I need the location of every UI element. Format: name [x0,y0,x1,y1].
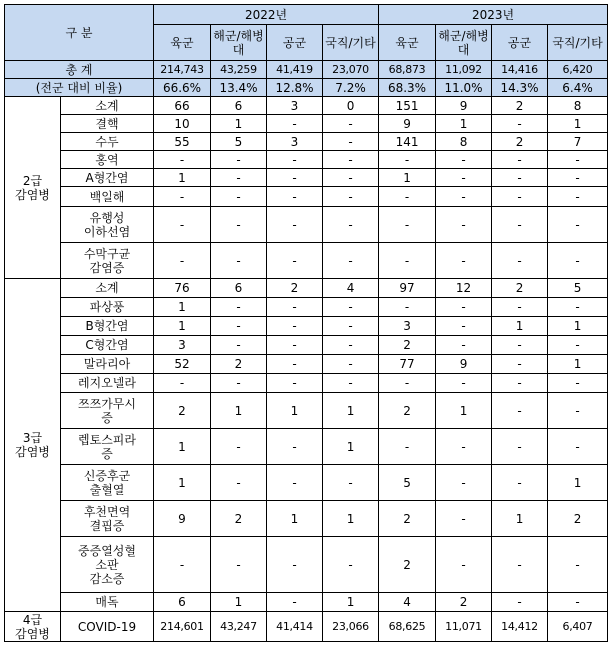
value-cell: 23,070 [323,61,379,79]
value-cell: - [379,151,436,169]
value-cell: - [436,207,492,243]
value-cell: 1 [154,169,211,187]
column-header: 육군 [379,25,436,61]
value-cell: 41,414 [267,612,323,642]
table-row [5,115,608,133]
value-cell: - [492,187,548,207]
value-cell: 1 [154,317,211,336]
value-cell: - [323,169,379,187]
value-cell: 151 [379,97,436,115]
value-cell: - [492,393,548,429]
disease-name: 레지오넬라 [61,374,154,393]
table-row [5,298,608,317]
value-cell: - [323,317,379,336]
value-cell: 55 [154,133,211,151]
value-cell: - [548,537,608,593]
column-header: 국직/기타 [548,25,608,61]
value-cell: 2 [211,501,267,537]
value-cell: - [436,187,492,207]
value-cell: 1 [323,593,379,612]
value-cell: 6 [211,97,267,115]
disease-name: 중증열성혈 소판 감소증 [61,537,154,593]
value-cell: 23,066 [323,612,379,642]
value-cell: 1 [323,501,379,537]
ratio-label: (전군 대비 비율) [5,79,154,97]
value-cell: 1 [548,355,608,374]
value-cell: 2 [379,393,436,429]
year-header-2022: 2022년 [154,5,379,25]
value-cell: 1 [154,465,211,501]
value-cell: - [436,537,492,593]
value-cell: 11,071 [436,612,492,642]
disease-name: 백일해 [61,187,154,207]
value-cell: - [154,187,211,207]
value-cell: - [492,355,548,374]
disease-name: A형간염 [61,169,154,187]
table-row [5,279,608,298]
value-cell: - [211,465,267,501]
value-cell: - [436,501,492,537]
value-cell: - [211,298,267,317]
value-cell: - [436,317,492,336]
table-row [5,97,608,115]
value-cell: 5 [548,279,608,298]
table-row [5,133,608,151]
value-cell: 214,743 [154,61,211,79]
table-row [5,593,608,612]
table-row [5,336,608,355]
value-cell: 2 [267,279,323,298]
value-cell: 11,092 [436,61,492,79]
value-cell: - [323,537,379,593]
value-cell: - [267,169,323,187]
value-cell: - [154,207,211,243]
value-cell: 2 [379,336,436,355]
value-cell: 2 [492,133,548,151]
value-cell: 11.0% [436,79,492,97]
value-cell: 1 [548,465,608,501]
value-cell: - [211,169,267,187]
value-cell: - [154,243,211,279]
disease-name: B형간염 [61,317,154,336]
value-cell: 9 [436,355,492,374]
value-cell: 1 [323,393,379,429]
value-cell: 68.3% [379,79,436,97]
value-cell: 5 [211,133,267,151]
value-cell: - [379,243,436,279]
value-cell: 41,419 [267,61,323,79]
value-cell: - [379,298,436,317]
column-header: 공군 [492,25,548,61]
value-cell: - [211,429,267,465]
disease-name: 매독 [61,593,154,612]
column-header: 해군/해병대 [211,25,267,61]
value-cell: - [436,465,492,501]
value-cell: 2 [548,501,608,537]
value-cell: - [492,537,548,593]
value-cell: - [267,465,323,501]
value-cell: 76 [154,279,211,298]
value-cell: - [492,115,548,133]
disease-name: 결핵 [61,115,154,133]
value-cell: 14.3% [492,79,548,97]
value-cell: 1 [211,393,267,429]
value-cell: 1 [323,429,379,465]
value-cell: - [548,187,608,207]
value-cell: - [436,429,492,465]
group-label: 4급 감염병 [5,612,61,642]
value-cell: 6 [154,593,211,612]
value-cell: 1 [211,115,267,133]
disease-name: 후천면역 결핍증 [61,501,154,537]
value-cell: - [492,243,548,279]
column-header: 육군 [154,25,211,61]
value-cell: - [323,355,379,374]
value-cell: - [548,336,608,355]
disease-name: 신증후군 출혈열 [61,465,154,501]
value-cell: 68,625 [379,612,436,642]
value-cell: - [436,336,492,355]
value-cell: - [548,151,608,169]
value-cell: - [154,374,211,393]
value-cell: - [211,374,267,393]
value-cell: 43,247 [211,612,267,642]
value-cell: 8 [548,97,608,115]
disease-name: COVID-19 [61,612,154,642]
value-cell: - [323,465,379,501]
value-cell: 1 [154,298,211,317]
value-cell: 3 [267,133,323,151]
value-cell: - [548,374,608,393]
disease-name: 소계 [61,97,154,115]
value-cell: 1 [436,115,492,133]
value-cell: 52 [154,355,211,374]
value-cell: 97 [379,279,436,298]
value-cell: 1 [267,501,323,537]
value-cell: 2 [436,593,492,612]
table-row [5,374,608,393]
value-cell: 43,259 [211,61,267,79]
value-cell: - [548,169,608,187]
value-cell: 3 [379,317,436,336]
value-cell: - [436,298,492,317]
disease-name: 홍역 [61,151,154,169]
value-cell: 3 [154,336,211,355]
value-cell: - [548,298,608,317]
value-cell: - [548,393,608,429]
value-cell: 7.2% [323,79,379,97]
value-cell: 10 [154,115,211,133]
value-cell: 1 [379,169,436,187]
value-cell: 77 [379,355,436,374]
value-cell: - [492,169,548,187]
value-cell: 12 [436,279,492,298]
category-header: 구 분 [5,5,154,61]
value-cell: 6,420 [548,61,608,79]
value-cell: - [211,151,267,169]
value-cell: 68,873 [379,61,436,79]
value-cell: - [492,151,548,169]
group-label: 2급 감염병 [5,97,61,279]
value-cell: 4 [323,279,379,298]
value-cell: - [323,151,379,169]
value-cell: 2 [379,501,436,537]
value-cell: 6,407 [548,612,608,642]
value-cell: - [548,207,608,243]
value-cell: 5 [379,465,436,501]
table-row [5,317,608,336]
value-cell: 2 [492,97,548,115]
table-row [5,501,608,537]
value-cell: 66 [154,97,211,115]
value-cell: - [492,336,548,355]
value-cell: - [323,298,379,317]
table-row [5,243,608,279]
value-cell: - [379,374,436,393]
value-cell: - [323,133,379,151]
value-cell: - [323,243,379,279]
value-cell: - [211,187,267,207]
column-header: 국직/기타 [323,25,379,61]
table-row [5,537,608,593]
value-cell: - [436,169,492,187]
table-row [5,187,608,207]
value-cell: - [323,115,379,133]
table-row [5,393,608,429]
value-cell: 13.4% [211,79,267,97]
value-cell: - [211,336,267,355]
value-cell: 14,416 [492,61,548,79]
value-cell: - [548,243,608,279]
column-header: 해군/해병대 [436,25,492,61]
table-row [5,612,608,642]
value-cell: - [267,336,323,355]
disease-name: 쯔쯔가무시 증 [61,393,154,429]
value-cell: 1 [548,317,608,336]
total-label: 총 계 [5,61,154,79]
value-cell: 2 [492,279,548,298]
value-cell: - [211,207,267,243]
infectious-disease-table [4,4,608,642]
value-cell: 8 [436,133,492,151]
value-cell: 1 [436,393,492,429]
value-cell: 6.4% [548,79,608,97]
value-cell: 6 [211,279,267,298]
value-cell: - [492,465,548,501]
value-cell: - [379,187,436,207]
value-cell: - [323,207,379,243]
value-cell: - [492,374,548,393]
value-cell: - [492,593,548,612]
disease-name: 유행성 이하선염 [61,207,154,243]
value-cell: 1 [492,317,548,336]
disease-name: 수막구균 감염증 [61,243,154,279]
value-cell: 7 [548,133,608,151]
table-row [5,169,608,187]
value-cell: - [379,429,436,465]
value-cell: 1 [211,593,267,612]
table-row [5,355,608,374]
table-row [5,465,608,501]
value-cell: 1 [492,501,548,537]
value-cell: 1 [267,393,323,429]
value-cell: 12.8% [267,79,323,97]
value-cell: - [267,593,323,612]
value-cell: 214,601 [154,612,211,642]
value-cell: 1 [548,115,608,133]
value-cell: 9 [154,501,211,537]
value-cell: - [548,429,608,465]
disease-name: 수두 [61,133,154,151]
value-cell: - [154,151,211,169]
value-cell: - [267,151,323,169]
value-cell: - [267,207,323,243]
value-cell: - [323,187,379,207]
value-cell: - [267,355,323,374]
year-header-2023: 2023년 [379,5,608,25]
value-cell: - [267,429,323,465]
value-cell: - [267,243,323,279]
group-label: 3급 감염병 [5,279,61,612]
value-cell: - [211,537,267,593]
value-cell: 141 [379,133,436,151]
disease-name: C형간염 [61,336,154,355]
value-cell: - [267,187,323,207]
value-cell: - [379,207,436,243]
value-cell: - [436,243,492,279]
value-cell: - [267,374,323,393]
column-header: 공군 [267,25,323,61]
value-cell: - [492,298,548,317]
value-cell: - [267,317,323,336]
disease-name: 말라리아 [61,355,154,374]
value-cell: 2 [379,537,436,593]
table-row [5,429,608,465]
value-cell: - [323,336,379,355]
value-cell: 1 [154,429,211,465]
value-cell: 9 [436,97,492,115]
value-cell: 2 [211,355,267,374]
value-cell: 4 [379,593,436,612]
value-cell: - [154,537,211,593]
value-cell: 14,412 [492,612,548,642]
value-cell: 9 [379,115,436,133]
table-row [5,151,608,169]
value-cell: - [211,243,267,279]
value-cell: - [436,151,492,169]
value-cell: 2 [154,393,211,429]
value-cell: - [492,207,548,243]
value-cell: - [548,593,608,612]
disease-name: 파상풍 [61,298,154,317]
value-cell: - [436,374,492,393]
disease-name: 소계 [61,279,154,298]
value-cell: - [211,317,267,336]
value-cell: 0 [323,97,379,115]
value-cell: 3 [267,97,323,115]
value-cell: - [267,115,323,133]
value-cell: - [492,429,548,465]
value-cell: 66.6% [154,79,211,97]
value-cell: - [267,298,323,317]
disease-name: 렙토스피라 증 [61,429,154,465]
table-row [5,207,608,243]
value-cell: - [267,537,323,593]
value-cell: - [323,374,379,393]
